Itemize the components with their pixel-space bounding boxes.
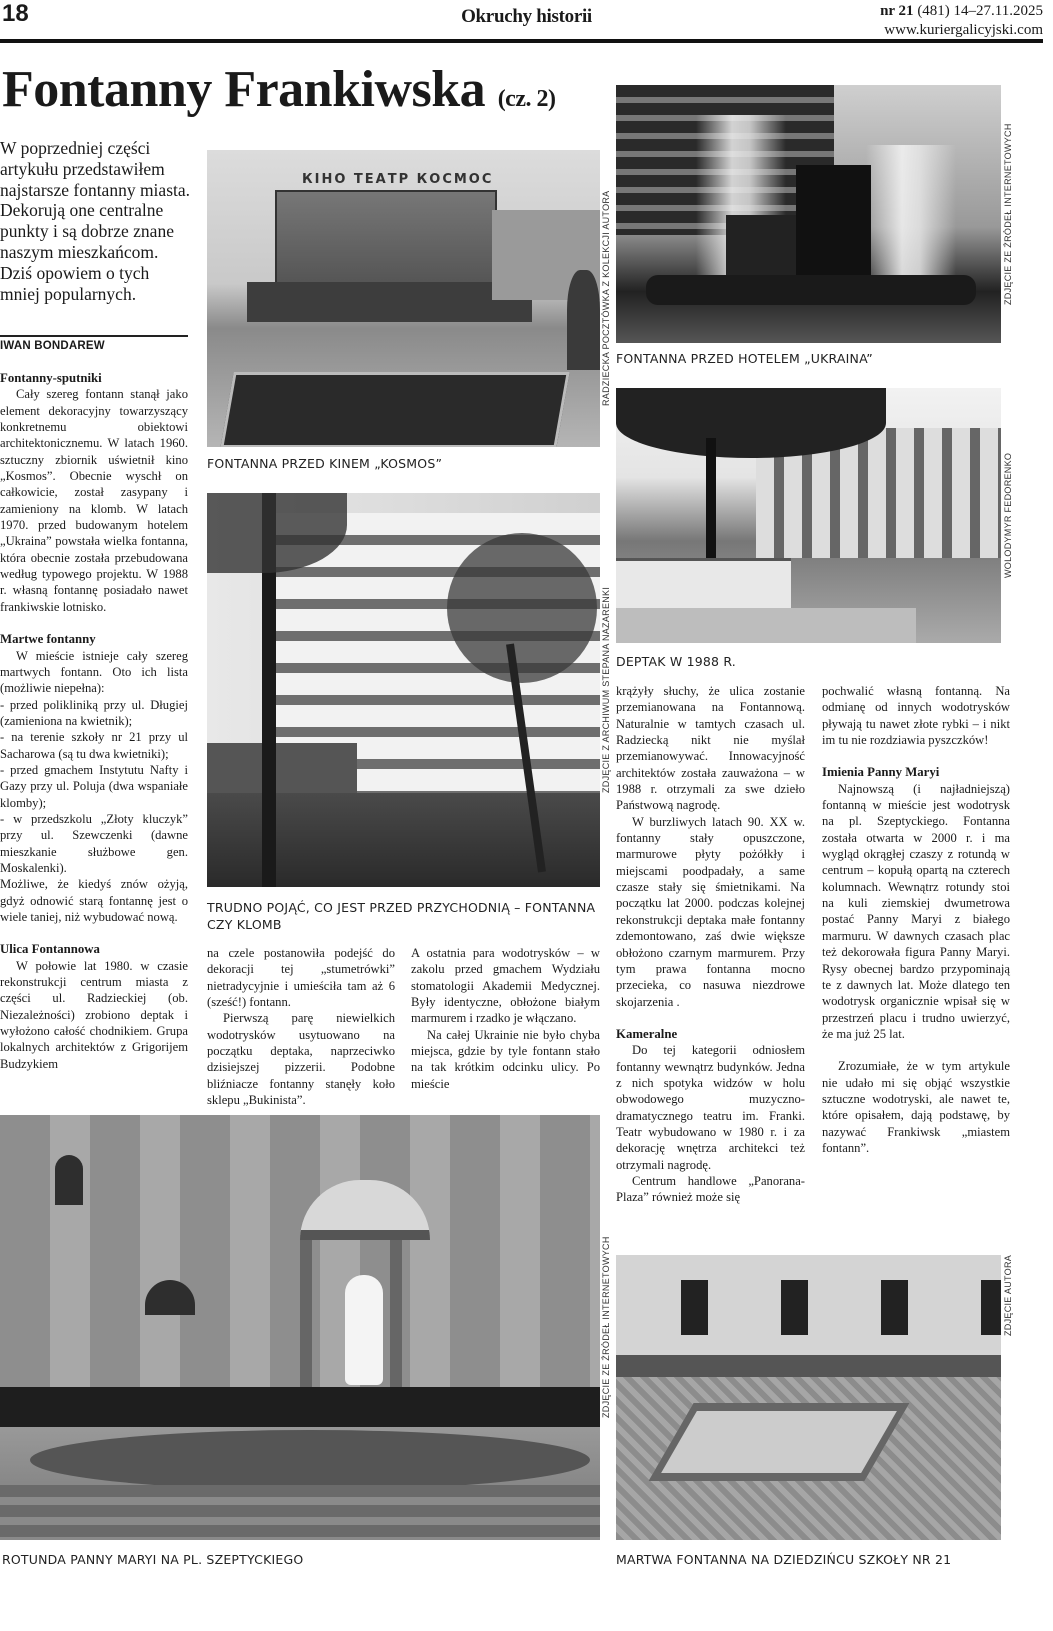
photo-rotunda-panny-maryi xyxy=(0,1115,600,1540)
subheading: Martwe fontanny xyxy=(0,632,96,647)
list-item: - przed polikliniką przy ul. Długiej (zamieniona na kwietnik); xyxy=(0,697,188,728)
paragraph: Pierwszą parę niewielkich wodotrysków usytuowano na początku deptaka, naprzeciwko dzisiejszej pizzerii. Podobne bliźniacze fontanny stanęły koło sklepu „Bukinista”. xyxy=(207,1011,395,1108)
photo-caption: ROTUNDA PANNY MARYI NA PL. SZEPTYCKIEGO xyxy=(2,1552,304,1567)
photo-caption: TRUDNO POJĄĆ, CO JEST PRZED PRZYCHODNIĄ – FONTANNA CZY KLOMB xyxy=(207,900,596,932)
list-item: - przed gmachem Instytutu Nafty i Gazy przy ul. Poluja (dwa wspaniałe klomby); xyxy=(0,762,188,810)
article-headline xyxy=(2,60,555,119)
section-title: Okruchy historii xyxy=(461,6,592,27)
issue-number: nr 21 xyxy=(880,3,914,19)
paragraph: Do tej kategorii odniosłem fontanny wewnątrz budynków. Jedna z nich spotyka widzów w holu obwodowego muzyczno-dramatycznego teatru im. Franki. Teatr wybudowano w 1980 r. i za dekorację wnętrza architekci też otrzymali nagrodę. xyxy=(616,1043,805,1172)
paragraph: Zrozumiałe, że w tym artykule nie udało mi się objąć wszystkie sztuczne wodotryski, ale nawet te, które opisałem, dają podstawę, by nazywać Frankiwsk „miastem fontann”. xyxy=(822,1059,1010,1155)
paragraph: Centrum handlowe „Panorana-Plaza” również może się xyxy=(616,1173,805,1205)
photo-credit: RADZIECKA POCZTÓWKA Z KOLEKCJI AUTORA xyxy=(601,190,611,407)
subheading: Fontanny-sputniki xyxy=(0,371,102,385)
photo-credit: ZDJĘCIE Z ARCHIWUM STEPANA NAZARENKI xyxy=(601,586,611,794)
cinema-sign: КІНО ТЕАТР КОСМОС xyxy=(302,172,494,187)
text-column-1 xyxy=(0,370,188,1072)
issue-info xyxy=(880,2,1043,40)
list-item: - w przedszkolu „Złoty kluczyk” przy ul. Szewczenki (dawne mieszkanie służbowe gen. Moskalenki). xyxy=(0,811,188,875)
photo-caption: MARTWA FONTANNA NA DZIEDZIŃCU SZKOŁY NR 21 xyxy=(616,1552,952,1567)
photo-clinic xyxy=(207,493,600,887)
text-column-4 xyxy=(616,683,805,1206)
page-number: 18 xyxy=(2,0,29,27)
headline-part: (cz. 2) xyxy=(497,86,556,112)
website-link[interactable]: www.kuriergalicyjski.com xyxy=(884,22,1043,38)
subheading: Ulica Fontannowa xyxy=(0,942,100,957)
paragraph: W mieście istnieje cały szereg martwych fontann. Oto ich lista (możliwie niepełna): xyxy=(0,648,188,696)
text-column-5 xyxy=(822,683,1010,1156)
photo-caption: FONTANNA PRZED HOTELEM „UKRAINA” xyxy=(616,351,873,366)
list-item: - na terenie szkoły nr 21 przy ul Sacharowa (są tu dwa kwietniki); xyxy=(0,730,188,761)
text-column-3 xyxy=(411,945,600,1092)
issue-date: (481) 14–27.11.2025 xyxy=(913,3,1043,19)
paragraph: W burzliwych latach 90. XX w. fontanny stały opuszczone, marmurowe płyty pożółkły i miejscami poodpadały, a same czasze stały się śmietnikami. Na początku lat 2000. podczas kolejnej rekonstrukcji deptaka małe fontanny zdemontowano, zaś dwie większe obłożono czarnym marmurem. Przy tym prawa fontanna mocno przecieka, co nasuwa niezdrowe skojarzenia . xyxy=(616,814,805,1009)
subheading: Imienia Panny Maryi xyxy=(822,765,940,780)
article-lead: W poprzedniej części artykułu przedstawiłem najstarsze fontanny miasta. Dekorują one centralne punkty i są dobrze znane naszym mieszkańcom. Dziś opowiem o tych mniej popularnych. xyxy=(0,138,191,304)
photo-school-yard-fountain xyxy=(616,1255,1001,1540)
subheading: Kameralne xyxy=(616,1026,678,1041)
photo-credit: ZDJĘCIE ZE ŹRÓDEŁ INTERNETOWYCH xyxy=(601,1236,611,1419)
paragraph: krążyły słuchy, że ulica zostanie przemianowana na Fontannową. Naturalnie w tamtych czasach ul. Radziecką nikt nie myślał przemianowywać. Innowacyjność architektów została zauważona – w 1988 r. otrzymali za swe dzieło Państwową nagrodę. xyxy=(616,684,805,813)
headline-text: Fontanny Frankiwska xyxy=(2,61,498,118)
byline-divider xyxy=(0,335,188,337)
paragraph: Najnowszą (i najładniejszą) fontanną w mieście jest wodotrysk na pl. Szeptyckiego. Fontanna została otwarta w 2000 r. i ma wygląd okrągłej czaszy z rotundą w centrum – kopułą opartą na czterech kolumnach. Wewnątrz rotundy stoi na kuli ziemskiej dwumetrowa postać Panny Maryi z białego marmuru. W dawnych czasach plac też dekorowała figura Panny Maryi. Rysy obecnej bardzo przypominają te z dawnych lat. Może dlatego ten wodotrysk organicznie wpisał się w przestrzeń placu i trudno uwierzyć, że ma już 25 lat. xyxy=(822,781,1010,1041)
paragraph: pochwalić własną fontanną. Na odmianę od innych wodotrysków pływają tu nawet złote rybki – i nikt im tu nie rozdziawia pyszczków! xyxy=(822,684,1010,748)
photo-credit: ZDJĘCIE ZE ŹRÓDEŁ INTERNETOWYCH xyxy=(1003,123,1013,305)
paragraph: Na całej Ukrainie nie było chyba miejsca, gdzie by tyle fontann stało na tak krótkim odcinku ulicy. Po mieście xyxy=(411,1027,600,1091)
paragraph: Możliwe, że kiedyś znów ożyją, gdyż odnowić starą fontannę jest o wiele taniej, niż wybudować nową. xyxy=(0,877,188,924)
photo-caption: FONTANNA PRZED KINEM „KOSMOS” xyxy=(207,456,443,471)
photo-credit: WOLODYMYR FEDORENKO xyxy=(1003,452,1013,579)
photo-kosmos-cinema xyxy=(207,150,600,447)
photo-hotel-ukraina xyxy=(616,85,1001,343)
masthead-rule xyxy=(0,39,1043,43)
photo-deptak-1988 xyxy=(616,388,1001,643)
photo-credit: ZDJĘCIE AUTORA xyxy=(1003,1255,1013,1337)
author-byline: IWAN BONDAREW xyxy=(0,340,105,352)
photo-caption: DEPTAK W 1988 R. xyxy=(616,654,736,669)
paragraph: na czele postanowiła podejść do dekoracji tej „stumetrówki” nietradycyjnie i umieściła tam aż 6 (sześć!) fontann. xyxy=(207,946,395,1010)
paragraph: W połowie lat 1980. w czasie rekonstrukcji centrum miasta z części ul. Radzieckiej (ob. Niezależności) zrobiono deptak i wyłożono całość chodnikiem. Grupa lokalnych architektów z Grigorijem Budzykiem xyxy=(0,958,188,1071)
paragraph: A ostatnia para wodotrysków – w zakolu przed gmachem Wydziału stomatologii Akademii Medycznej. Były identyczne, obłożone białym marmurem i rzadko je włączano. xyxy=(411,946,600,1026)
text-column-2 xyxy=(207,945,395,1108)
paragraph: Cały szereg fontann stanął jako element dekoracyjny towarzyszący konkretnemu obiektowi architektonicznemu. W latach 1960. sztuczny zbiornik uświetnił kino „Kosmos”. Obecnie wyschł on całkowicie, został zasypany i zamieniony na klomb. W latach 1970. przed budowanym hotelem „Ukraina” powstała wielka fontanna, która obecnie została przebudowana według typowego projektu. W 1988 r. własną fontannę posiadało nawet frankiwskie lotnisko. xyxy=(0,387,188,614)
